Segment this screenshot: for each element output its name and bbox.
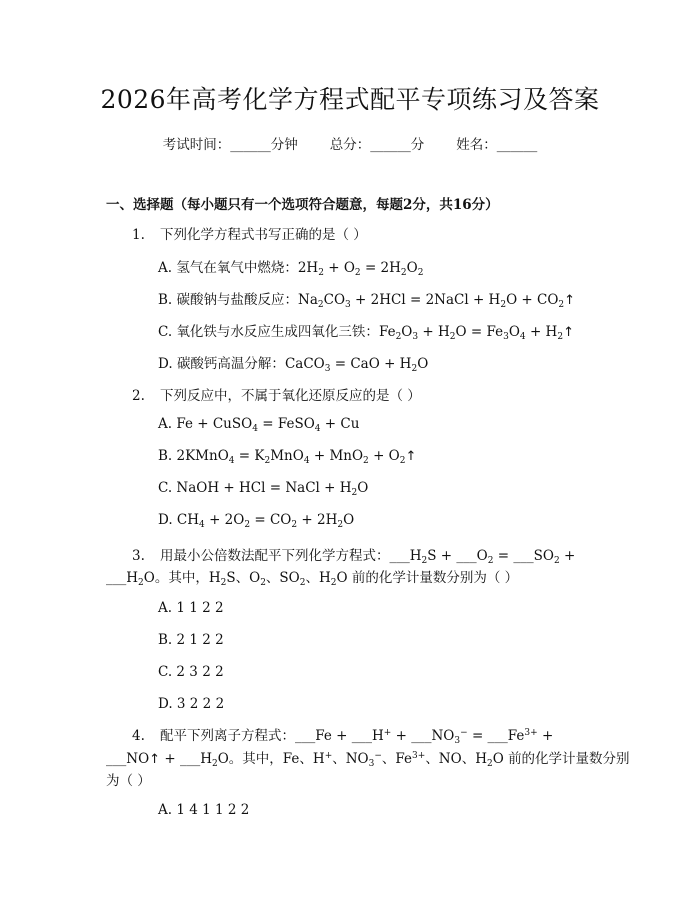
exam-info — [0, 133, 700, 153]
question-number: 3. — [132, 548, 145, 564]
q4-option-a: A. 1 4 1 1 2 2 — [158, 802, 250, 818]
time-label: 考试时间： — [162, 137, 231, 153]
q2-option-a: A. Fe + CuSO$_4$ = FeSO$_4$ + Cu — [158, 416, 360, 434]
score-blank: ______ — [370, 137, 411, 153]
q3-option-c: C. 2 3 2 2 — [158, 664, 224, 680]
question-stem: 下列反应中，不属于氧化还原反应的是（ ） — [160, 388, 421, 404]
question-stem: 用最小公倍数法配平下列化学方程式： — [160, 548, 390, 564]
page-title: 2026年高考化学方程式配平专项练习及答案 — [100, 85, 600, 114]
q1-option-c: C. 氧化铁与水反应生成四氧化三铁：$Fe_2O_3 + H_2O = Fe_3O_4$ + $H_2↑$ — [158, 324, 574, 342]
question-4-line-3: 为（ ） — [106, 773, 151, 789]
question-2 — [132, 384, 421, 404]
q1-option-b: B. 碳酸钠与盐酸反应：$Na_2CO_3 + 2HCl$ = 2NaCl + $H_2O$ + $CO_2↑$ — [158, 292, 576, 310]
q2-option-b: B. 2KMnO$_4$ = $K_2MnO_4 + MnO_2$ + $O_2↑$ — [158, 448, 417, 466]
question-4: 4. 配平下列离子方程式：___Fe + ___H+ + $\_\_\_NO_3^-$ = $\_\_\_Fe^{3+}$ + — [132, 728, 554, 746]
q2-option-c: C. NaOH + HCl = NaCl + $H_2O$ — [158, 480, 369, 498]
q1-option-a: A. 氢气在氧气中燃烧：$2H_2 + O_2 = 2H_2O_2$ — [158, 260, 424, 278]
question-4-line-2: ___NO↑ + $\_\_\_H_2O$。其中，Fe、H+、$NO_3^-$、$Fe^{3+}$、NO、$H_2O$ 前的化学计量数分别 — [106, 751, 630, 769]
question-stem: 配平下列离子方程式： — [160, 728, 295, 744]
question-stem: 下列化学方程式书写正确的是（ ） — [160, 227, 367, 243]
score-unit: 分 — [410, 137, 425, 153]
name-label: 姓名： — [456, 137, 497, 153]
section-heading: 一、选择题（每小题只有一个选项符合题意，每题2分，共16分） — [106, 197, 499, 213]
time-unit: 分钟 — [270, 137, 298, 153]
question-number: 4. — [132, 728, 145, 744]
q1-option-d: D. 碳酸钙高温分解：CaCO$_3$ = CaO + $H_2O$ — [158, 356, 429, 374]
q3-option-a: A. 1 1 2 2 — [158, 600, 224, 616]
time-blank: ______ — [230, 137, 271, 153]
q3-option-b: B. 2 1 2 2 — [158, 632, 224, 648]
name-blank: ______ — [496, 137, 538, 153]
question-number: 2. — [132, 388, 145, 404]
question-3-line-2: $\_\_\_H_2O$。其中，$H_2S$、$O_2$、$SO_2$、$H_2O$ 前的化学计量数分别为（ ） — [106, 570, 519, 588]
question-3: 3. 用最小公倍数法配平下列化学方程式：$\_\_\_H_2S$ + $\_\_\_O_2$ = $\_\_\_SO_2$ + — [132, 548, 576, 566]
question-number: 1. — [132, 227, 145, 243]
q2-option-d: D. $CH_4 + 2O_2 = CO_2 + 2H_2O$ — [158, 512, 355, 530]
q3-option-d: D. 3 2 2 2 — [158, 696, 225, 712]
question-1 — [132, 223, 367, 243]
score-label: 总分： — [329, 137, 371, 153]
